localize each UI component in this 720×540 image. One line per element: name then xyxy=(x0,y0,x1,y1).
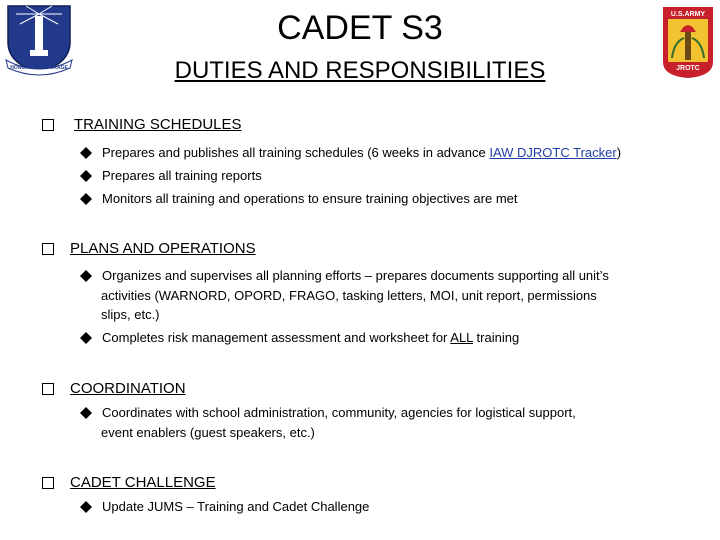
section-checkbox-icon xyxy=(42,477,54,489)
diamond-bullet-icon xyxy=(80,170,92,182)
jrotc-logo-top-text: U.S.ARMY xyxy=(670,11,706,18)
bullet-text: ) xyxy=(616,145,622,160)
bullet-text: Coordinates with school administration, community, agencies for logistical support, xyxy=(102,405,576,420)
djrotc-tracker-link[interactable]: IAW DJROTC Tracker xyxy=(489,145,617,160)
diamond-bullet-icon xyxy=(80,193,92,205)
bullet-text: Update JUMS – Training and Cadet Challenge xyxy=(102,499,370,514)
emphasis-all: ALL xyxy=(450,330,473,345)
bullet-cadet-challenge-1 xyxy=(80,497,710,517)
bullet-text-continued: activities (WARNORD, OPORD, FRAGO, tasking letters, MOI, unit report, permissions xyxy=(101,287,597,303)
section-checkbox-icon xyxy=(42,383,54,395)
diamond-bullet-icon xyxy=(80,332,92,344)
diamond-bullet-icon xyxy=(80,407,92,419)
bullet-text: Prepares and publishes all training schedules (6 weeks in advance xyxy=(102,145,490,160)
diamond-bullet-icon xyxy=(80,501,92,513)
bullet-training-schedules-2 xyxy=(80,166,710,186)
bullet-training-schedules-3 xyxy=(80,189,710,209)
page-title: CADET S3 xyxy=(277,9,443,47)
bullet-text: Prepares all training reports xyxy=(102,168,262,183)
section-heading-coordination: COORDINATION xyxy=(70,380,186,397)
diamond-bullet-icon xyxy=(80,270,92,282)
bullet-text: Monitors all training and operations to ensure training objectives are met xyxy=(102,191,518,206)
bullet-plans-operations-2 xyxy=(80,328,710,348)
crest-motto: HONOR AND COURAGE xyxy=(10,65,68,71)
bullet-text: Organizes and supervises all planning efforts – prepares documents supporting all unit’s xyxy=(102,268,609,283)
section-heading-cadet-challenge: CADET CHALLENGE xyxy=(70,474,216,491)
section-heading-plans-operations: PLANS AND OPERATIONS xyxy=(70,240,256,257)
section-heading-training-schedules: TRAINING SCHEDULES xyxy=(74,116,242,133)
section-checkbox-icon xyxy=(42,119,54,131)
section-checkbox-icon xyxy=(42,243,54,255)
bullet-plans-operations-1 xyxy=(80,266,710,325)
bullet-coordination-1 xyxy=(80,403,710,442)
bullet-text: Completes risk management assessment and worksheet for xyxy=(102,330,451,345)
diamond-bullet-icon xyxy=(80,147,92,159)
page-subtitle: DUTIES AND RESPONSIBILITIES xyxy=(174,57,546,84)
jrotc-logo-bottom-text: JROTC xyxy=(676,65,700,72)
bullet-text-continued: event enablers (guest speakers, etc.) xyxy=(101,424,315,440)
bullet-text: training xyxy=(472,330,520,345)
bullet-text-continued: slips, etc.) xyxy=(101,307,160,322)
bullet-training-schedules-1 xyxy=(80,143,710,163)
